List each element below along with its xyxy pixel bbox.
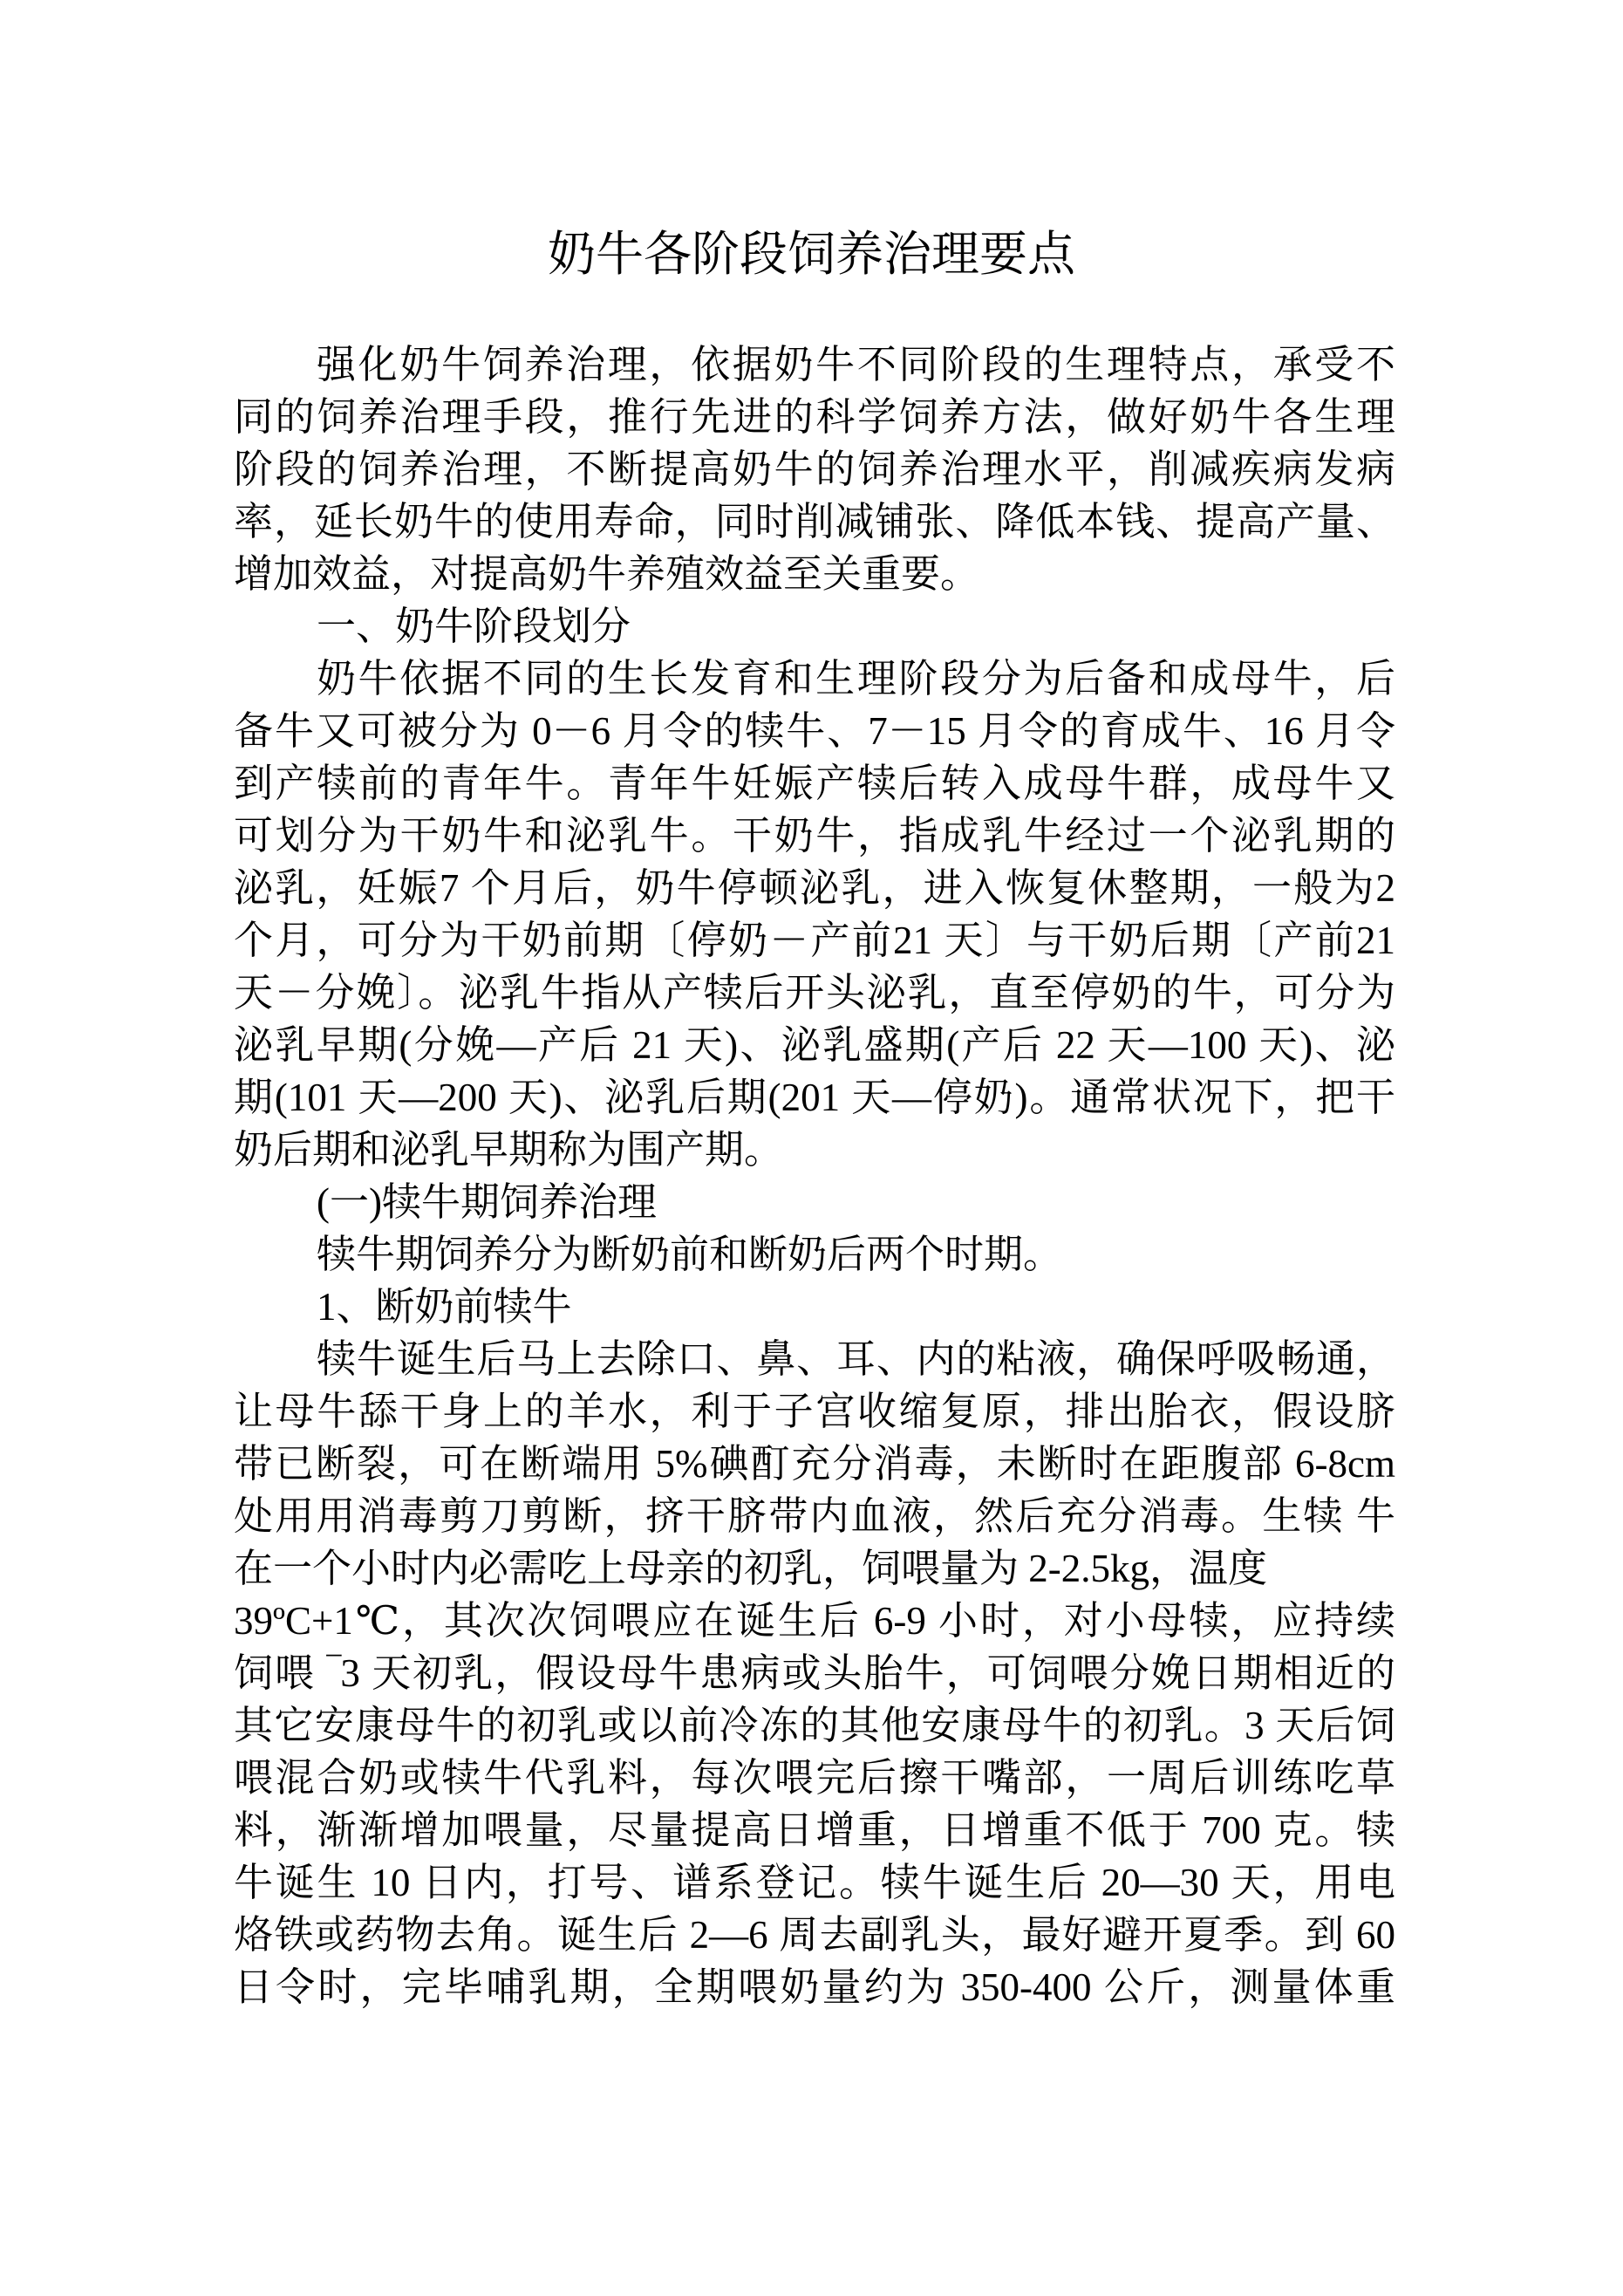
- body-text-line: 饲喂 ‾3 天初乳，假设母牛患病或头胎牛，可饲喂分娩日期相近的: [234, 1651, 1395, 1695]
- body-text-line: 喂混合奶或犊牛代乳料，每次喂完后擦干嘴部，一周后训练吃草: [234, 1756, 1395, 1800]
- body-text-line: 阶段的饲养治理，不断提高奶牛的饲养治理水平，削减疾病发病: [234, 448, 1395, 491]
- body-text-line: 备牛又可被分为 0－6 月令的犊牛、7－15 月令的育成牛、16 月令: [234, 709, 1395, 753]
- section-heading-line: 1、断奶前犊牛: [317, 1285, 572, 1329]
- body-text-line: 日令时，完毕哺乳期，全期喂奶量约为 350-400 公斤，测量体重: [234, 1965, 1395, 2009]
- body-text-line: 犊牛期饲养分为断奶前和断奶后两个时期。: [317, 1233, 1063, 1276]
- section-heading-line: 一、奶牛阶段划分: [317, 605, 631, 648]
- body-text-line: 可划分为干奶牛和泌乳牛。干奶牛，指成乳牛经过一个泌乳期的: [234, 814, 1395, 858]
- body-text-line: 处用用消毒剪刀剪断，挤干脐带内血液，然后充分消毒。生犊 牛: [234, 1494, 1395, 1538]
- body-text-line: 39ºC+1℃，其次次饲喂应在诞生后 6-9 小时，对小母犊，应持续: [234, 1599, 1395, 1643]
- body-text-line: 到产犊前的青年牛。青年牛妊娠产犊后转入成母牛群，成母牛又: [234, 762, 1395, 805]
- body-text-line: 带已断裂，可在断端用 5%碘酊充分消毒，未断时在距腹部 6-8cm: [234, 1442, 1395, 1486]
- body-text-line: 牛诞生 10 日内，打号、谱系登记。犊牛诞生后 20—30 天，用电: [234, 1861, 1395, 1904]
- body-text-line: 让母牛舔干身上的羊水，利于子宫收缩复原，排出胎衣，假设脐: [234, 1390, 1395, 1433]
- body-text-line: 天－分娩〕。泌乳牛指从产犊后开头泌乳，直至停奶的牛，可分为: [234, 971, 1395, 1015]
- body-text-line: 在一个小时内必需吃上母亲的初乳，饲喂量为 2-2.5kg，温度: [234, 1547, 1267, 1590]
- body-text-line: 同的饲养治理手段，推行先进的科学饲养方法，做好奶牛各生理: [234, 395, 1395, 439]
- body-text-line: 犊牛诞生后马上去除口、鼻、耳、内的粘液，确保呼吸畅通，: [317, 1337, 1395, 1381]
- body-text-line: 率，延长奶牛的使用寿命，同时削减铺张、降低本钱、提高产量、: [234, 500, 1395, 543]
- body-text-line: 泌乳早期(分娩—产后 21 天)、泌乳盛期(产后 22 天—100 天)、泌: [234, 1023, 1395, 1067]
- document-body: [234, 338, 1395, 2013]
- section-heading-line: (一)犊牛期饲养治理: [317, 1180, 657, 1224]
- document-title: 奶牛各阶段饲养治理要点: [547, 227, 1075, 281]
- body-text-line: 增加效益，对提高奶牛养殖效益至关重要。: [234, 552, 980, 596]
- body-text-line: 期(101 天—200 天)、泌乳后期(201 天—停奶)。通常状况下，把干: [234, 1076, 1395, 1119]
- body-text-line: 强化奶牛饲养治理，依据奶牛不同阶段的生理特点，承受不: [317, 343, 1395, 386]
- body-text-line: 奶牛依据不同的生长发育和生理阶段分为后备和成母牛，后: [317, 657, 1395, 700]
- body-text-line: 奶后期和泌乳早期称为围产期。: [234, 1128, 784, 1172]
- body-text-line: 个月，可分为干奶前期〔停奶－产前21 天〕与干奶后期〔产前21: [234, 919, 1395, 962]
- body-text-line: 料，渐渐增加喂量，尽量提高日增重，日增重不低于 700 克。犊: [234, 1808, 1395, 1852]
- body-text-line: 其它安康母牛的初乳或以前冷冻的其他安康母牛的初乳。3 天后饲: [234, 1704, 1395, 1747]
- body-text-line: 烙铁或药物去角。诞生后 2—6 周去副乳头，最好避开夏季。到 60: [234, 1913, 1395, 1957]
- body-text-line: 泌乳，妊娠7 个月后，奶牛停顿泌乳，进入恢复休整期，一般为2: [234, 866, 1395, 910]
